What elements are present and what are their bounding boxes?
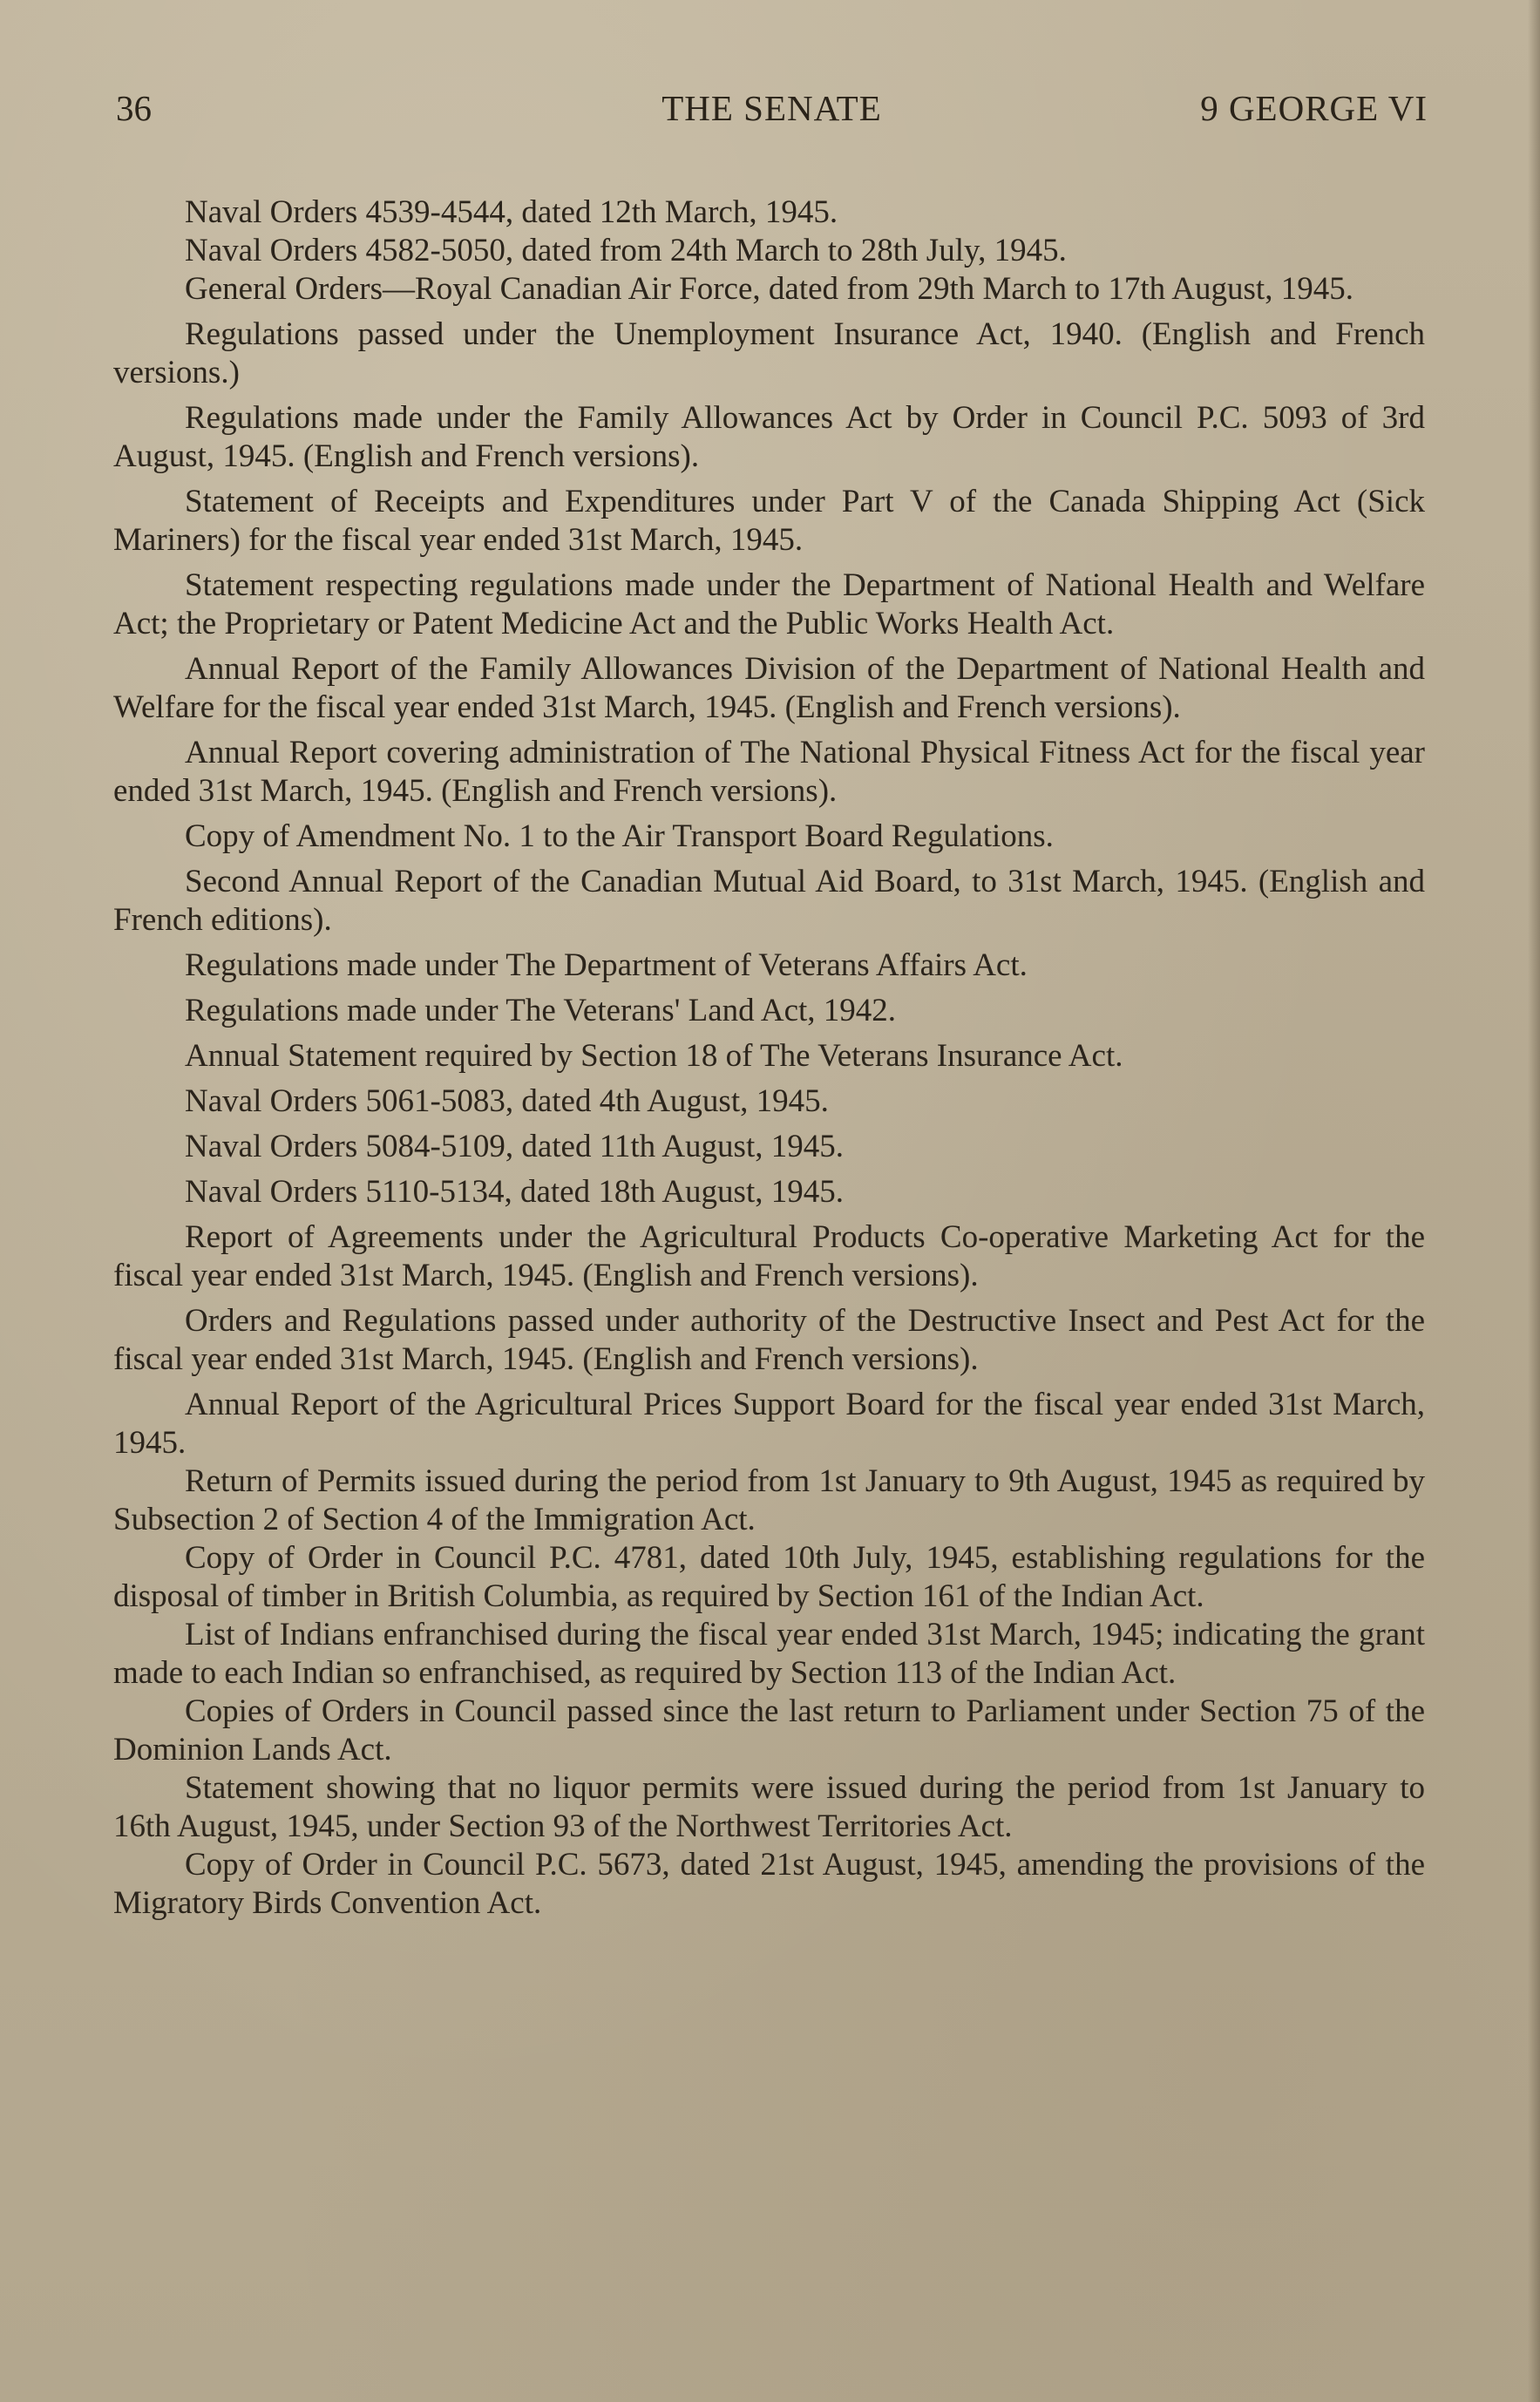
list-item: Regulations passed under the Unemployment Insurance Act, 1940. (English and French versions.) <box>113 316 1425 390</box>
list-item: Regulations made under The Department of Veterans Affairs Act. <box>185 947 1028 983</box>
list-item: Naval Orders 4582-5050, dated from 24th March to 28th July, 1945. <box>185 233 1067 268</box>
list-item: Second Annual Report of the Canadian Mutual Aid Board, to 31st March, 1945. (English and French editions). <box>113 864 1425 938</box>
list-item: Naval Orders 4539-4544, dated 12th March, 1945. <box>185 194 838 230</box>
list-item: Return of Permits issued during the period from 1st January to 9th August, 1945 as required by Subsection 2 of Section 4 of the Immigration Act. <box>113 1463 1425 1537</box>
list-item: Annual Statement required by Section 18 of The Veterans Insurance Act. <box>185 1038 1123 1074</box>
list-item: Naval Orders 5110-5134, dated 18th August, 1945. <box>185 1174 844 1210</box>
running-header <box>116 85 1428 131</box>
page-number: 36 <box>116 88 152 128</box>
list-item: Naval Orders 5084-5109, dated 11th August, 1945. <box>185 1129 844 1164</box>
running-title: THE SENATE <box>661 88 882 128</box>
page-edge-shadow <box>1528 0 1540 2402</box>
list-item: Statement of Receipts and Expenditures under Part V of the Canada Shipping Act (Sick Mariners) for the fiscal year ended 31st March, 1945. <box>113 484 1425 558</box>
list-item: Regulations made under the Family Allowances Act by Order in Council P.C. 5093 of 3rd August, 1945. (English and French versions). <box>113 400 1425 474</box>
list-item: Statement showing that no liquor permits were issued during the period from 1st January to 16th August, 1945, under Section 93 of the Northwest Territories Act. <box>113 1770 1425 1844</box>
list-item: General Orders—Royal Canadian Air Force, dated from 29th March to 17th August, 1945. <box>185 271 1353 307</box>
list-item: Copy of Order in Council P.C. 4781, dated 10th July, 1945, establishing regulations for the disposal of timber in British Columbia, as required by Section 161 of the Indian Act. <box>113 1540 1425 1614</box>
list-item: Orders and Regulations passed under authority of the Destructive Insect and Pest Act for the fiscal year ended 31st March, 1945. (English and French versions). <box>113 1303 1425 1377</box>
list-item: List of Indians enfranchised during the fiscal year ended 31st March, 1945; indicating the grant made to each Indian so enfranchised, as required by Section 113 of the Indian Act. <box>113 1617 1425 1691</box>
list-item: Report of Agreements under the Agricultural Products Co-operative Marketing Act for the fiscal year ended 31st March, 1945. (English and French versions). <box>113 1219 1425 1293</box>
list-item: Copy of Amendment No. 1 to the Air Transport Board Regulations. <box>185 818 1054 854</box>
list-item: Annual Report covering administration of The National Physical Fitness Act for the fiscal year ended 31st March, 1945. (English and French versions). <box>113 735 1425 809</box>
regnal-year: 9 GEORGE VI <box>1200 88 1428 128</box>
list-item: Naval Orders 5061-5083, dated 4th August, 1945. <box>185 1083 829 1119</box>
list-item: Annual Report of the Family Allowances Division of the Department of National Health and Welfare for the fiscal year ended 31st March, 1945. (English and French versions). <box>113 651 1425 725</box>
list-item: Copy of Order in Council P.C. 5673, dated 21st August, 1945, amending the provisions of the Migratory Birds Convention Act. <box>113 1847 1425 1921</box>
sessional-papers-list <box>113 193 1425 1923</box>
list-item: Statement respecting regulations made under the Department of National Health and Welfare Act; the Proprietary or Patent Medicine Act and the Public Works Health Act. <box>113 567 1425 641</box>
list-item: Copies of Orders in Council passed since the last return to Parliament under Section 75 of the Dominion Lands Act. <box>113 1693 1425 1768</box>
list-item: Annual Report of the Agricultural Prices Support Board for the fiscal year ended 31st March, 1945. <box>113 1387 1425 1461</box>
list-item: Regulations made under The Veterans' Land Act, 1942. <box>185 993 897 1028</box>
